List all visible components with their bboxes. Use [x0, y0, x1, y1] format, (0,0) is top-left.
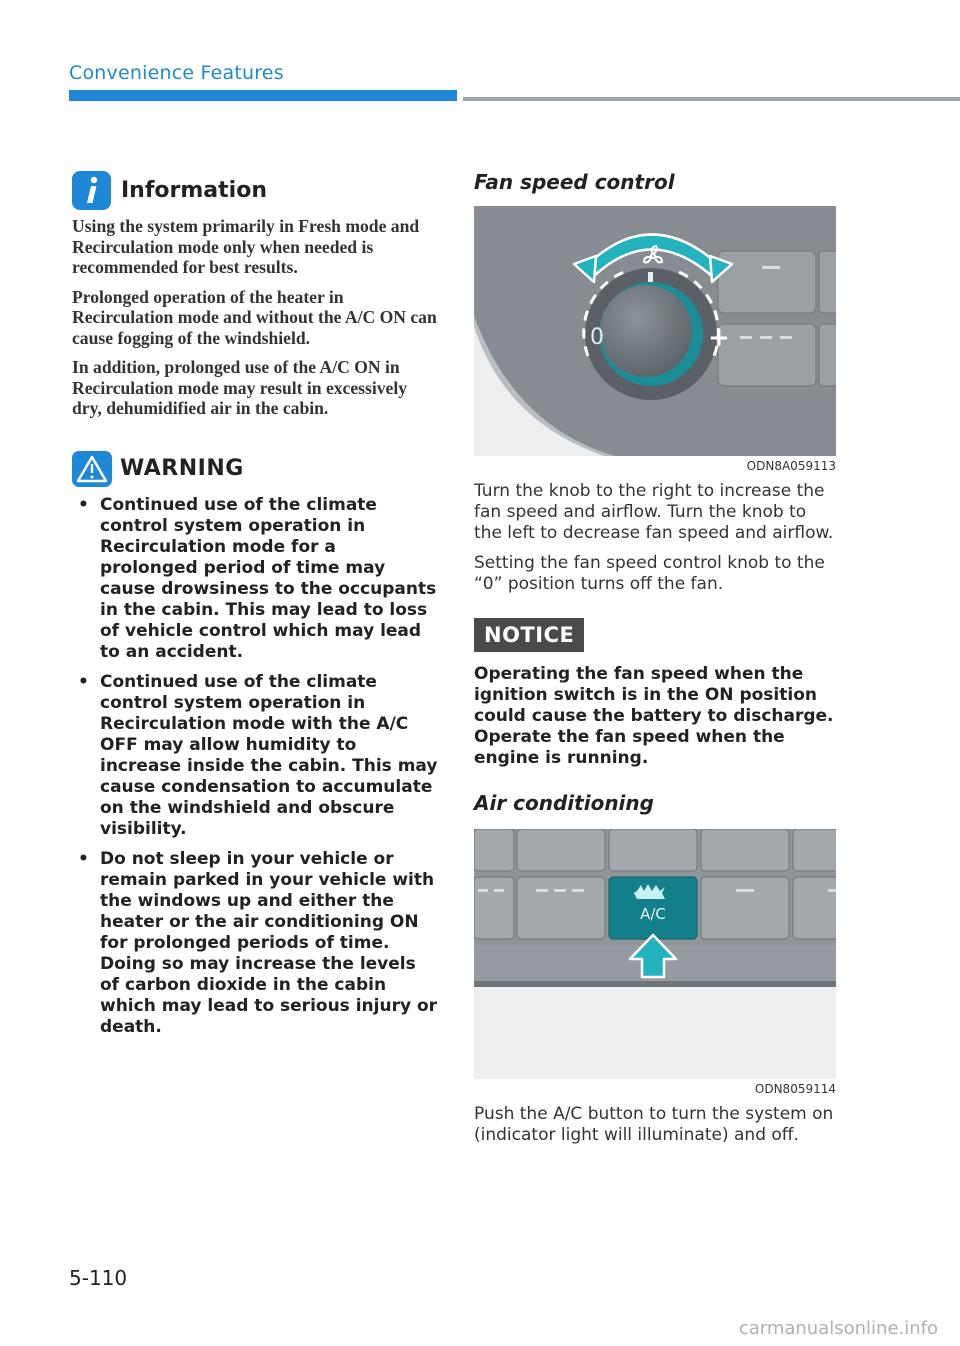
page-number: 5-110 [69, 1266, 128, 1290]
warning-list-item: • Continued use of the climate control system operation in Recirculation mode for a prolonged period of time may cause drowsiness to the occupants in the cabin. This may lead to loss of vehicle control which may lead to an accident. [72, 495, 438, 663]
warning-list [72, 495, 438, 1038]
ac-panel-illustration [474, 829, 836, 1079]
ac-button-label: A/C [640, 905, 666, 923]
information-paragraph: Prolonged operation of the heater in Recirculation mode and without the A/C ON can cause fogging of the windshield. [72, 286, 437, 348]
left-column [72, 168, 438, 1047]
fan-knob-illustration [474, 206, 836, 456]
fan-speed-knob-figure [474, 206, 836, 456]
ac-figure-code: ODN8059114 [754, 1082, 836, 1096]
warning-triangle-icon [72, 451, 112, 487]
information-paragraph: Using the system primarily in Fresh mode and Recirculation mode only when needed is recommended for best results. [72, 216, 420, 277]
header-divider-bar [463, 97, 960, 101]
knob-min-label: 0 [590, 325, 604, 350]
fan-speed-description [474, 481, 836, 595]
watermark: carmanualsonline.info [738, 1318, 938, 1339]
warning-header [72, 449, 438, 489]
fan-paragraph: Turn the knob to the right to increase the fan speed and airflow. Turn the knob to the left to decrease fan speed and airflow. [474, 481, 834, 543]
notice-badge: NOTICE [474, 618, 584, 652]
header-accent-bar [69, 90, 457, 101]
ac-description [474, 1104, 836, 1146]
fan-paragraph: Setting the fan speed control knob to the “0” position turns off the fan. [474, 553, 825, 594]
ac-paragraph: Push the A/C button to turn the system on (indicator light will illuminate) and off. [474, 1104, 834, 1145]
information-body [72, 216, 438, 419]
fan-speed-control-title: Fan speed control [474, 170, 675, 194]
info-icon [72, 171, 111, 210]
notice-text: Operating the fan speed when the ignition switch is in the ON position could cause the battery to discharge. Operate the fan speed when the engine is running. [474, 664, 834, 768]
section-header-title: Convenience Features [69, 62, 284, 84]
warning-title: WARNING [120, 456, 244, 481]
knob-max-label: + [708, 323, 730, 353]
right-column [474, 170, 836, 1155]
air-conditioning-title: Air conditioning [474, 791, 654, 815]
ac-button-figure [474, 829, 836, 1079]
warning-list-item: • Continued use of the climate control system operation in Recirculation mode with the A/C OFF may allow humidity to increase inside the cabin. This may cause condensation to accumulate on the windshield and obscure visibility. [72, 672, 438, 840]
information-title: Information [121, 177, 267, 203]
warning-list-item: • Do not sleep in your vehicle or remain parked in your vehicle with the windows up and either the heater or the air conditioning ON for prolonged periods of time. Doing so may increase the levels of carbon dioxide in the cabin which may lead to serious injury or death. [72, 849, 438, 1038]
information-paragraph: In addition, prolonged use of the A/C ON in Recirculation mode may result in excessively dry, dehumidified air in the cabin. [72, 357, 408, 418]
fan-figure-code: ODN8A059113 [746, 459, 836, 473]
information-header [72, 168, 438, 212]
